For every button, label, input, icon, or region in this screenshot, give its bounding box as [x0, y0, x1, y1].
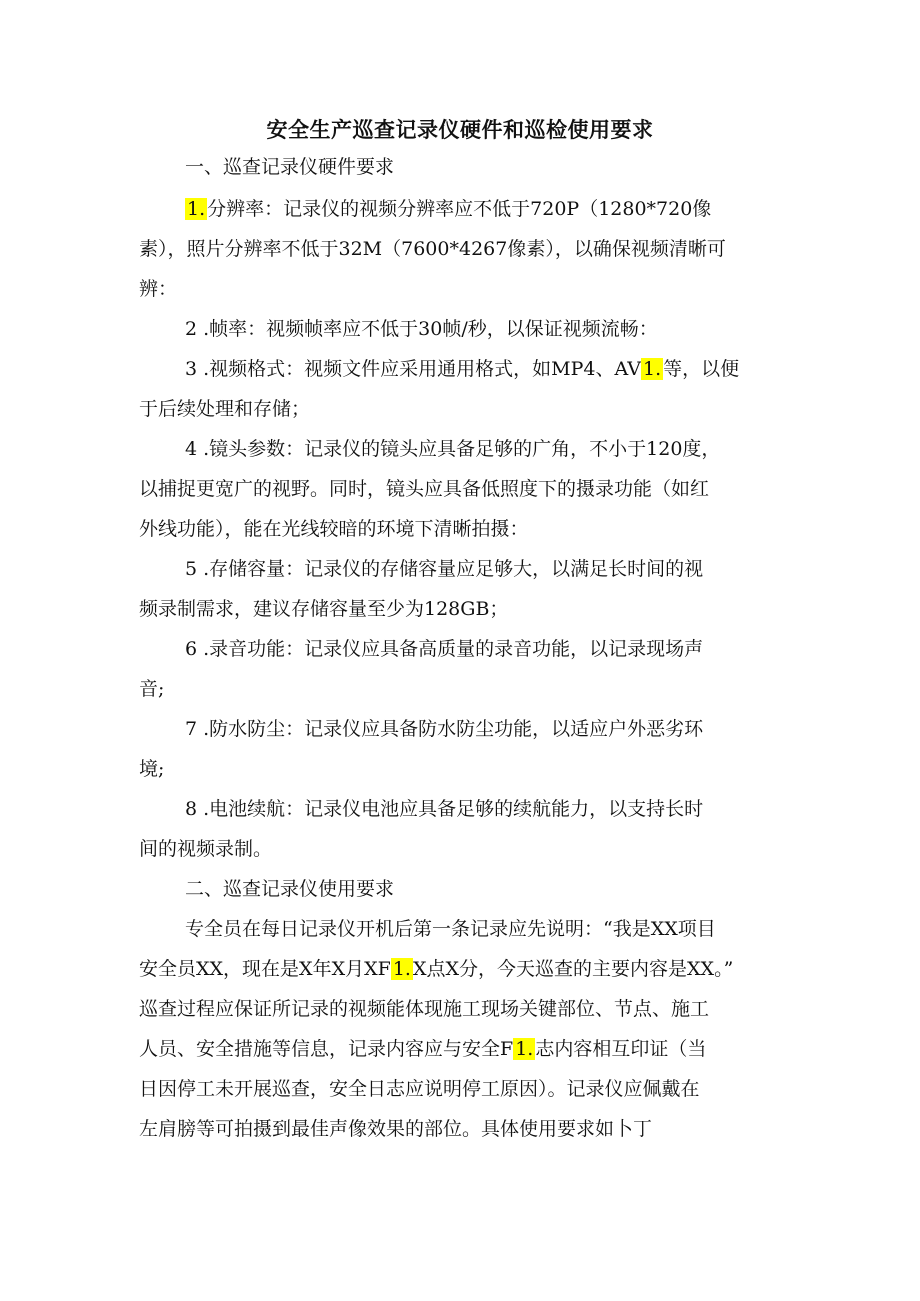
item-7-line-1: 7 .防水防尘：记录仪应具备防水防尘功能，以适应户外恶劣环: [185, 718, 704, 740]
item-3-text-pre: 3 .视频格式：视频文件应采用通用格式，如MP4、AV: [185, 358, 641, 380]
para-line-3: 巡查过程应保证所记录的视频能体现施工现场关键部位、节点、施工: [139, 998, 710, 1020]
item-4-line-3: 外线功能），能在光线较暗的环境下清晰拍摄：: [139, 518, 529, 540]
para-line-1: 专全员在每日记录仪开机后第一条记录应先说明：“我是XX项目: [185, 918, 716, 940]
para-line-5: 日因停工未开展巡查，安全日志应说明停工原因）。记录仪应佩戴在: [139, 1078, 700, 1100]
highlighted-text: 1.: [392, 958, 411, 980]
item-1-line-1: [185, 200, 711, 219]
item-2-line-1: 2 .帧率：视频帧率应不低于30帧/秒，以保证视频流畅：: [185, 318, 658, 340]
item-1-line-3: 辨：: [139, 278, 178, 300]
item-5-line-2: 频录制需求，建议存储容量至少为128GB；: [139, 598, 509, 620]
item-7-line-2: 境;: [139, 758, 165, 780]
item-3-line-1: [185, 360, 739, 379]
para-line-4-post: 志内容相互印证（当: [535, 1038, 707, 1060]
item-6-line-1: 6 .录音功能：记录仪应具备高质量的录音功能，以记录现场声: [185, 638, 704, 660]
para-line-2-pre: 安全员XX，现在是X年X月XF: [139, 958, 391, 980]
para-line-4-pre: 人员、安全措施等信息，记录内容应与安全F: [139, 1038, 514, 1060]
item-8-line-2: 间的视频录制。: [139, 838, 273, 860]
item-5-line-1: 5 .存储容量：记录仪的存储容量应足够大，以满足长时间的视: [185, 558, 704, 580]
document-title: 安全生产巡查记录仪硬件和巡检使用要求: [266, 118, 654, 142]
item-4-line-1: 4 .镜头参数：记录仪的镜头应具备足够的广角，不小于120度，: [185, 438, 721, 460]
item-1-text: 分辨率：记录仪的视频分辨率应不低于720P（1280*720像: [207, 198, 712, 220]
para-line-2-post: X点X分，今天巡查的主要内容是XX。”: [412, 958, 734, 980]
item-6-line-2: 音;: [139, 678, 165, 700]
item-3-line-2: 于后续处理和存储；: [139, 398, 311, 420]
para-line-2: [139, 960, 733, 979]
para-line-4: [139, 1040, 706, 1059]
highlighted-text: 1.: [515, 1038, 534, 1060]
item-4-line-2: 以捕捉更宽广的视野。同时，镜头应具备低照度下的摄录功能（如红: [139, 478, 710, 500]
item-3-text-post: 等，以便: [663, 358, 740, 380]
highlighted-text: 1.: [643, 358, 662, 380]
highlighted-number: 1.: [187, 198, 206, 220]
section-heading-hardware: 一、巡查记录仪硬件要求: [185, 156, 395, 178]
section-heading-usage: 二、巡查记录仪使用要求: [185, 878, 395, 900]
item-8-line-1: 8 .电池续航：记录仪电池应具备足够的续航能力，以支持长时: [185, 798, 704, 820]
item-1-line-2: 素），照片分辨率不低于32M（7600*4267像素），以确保视频清晰可: [139, 238, 726, 260]
para-line-6: 左肩膀等可拍摄到最佳声像效果的部位。具体使用要求如卜丁: [139, 1118, 653, 1140]
